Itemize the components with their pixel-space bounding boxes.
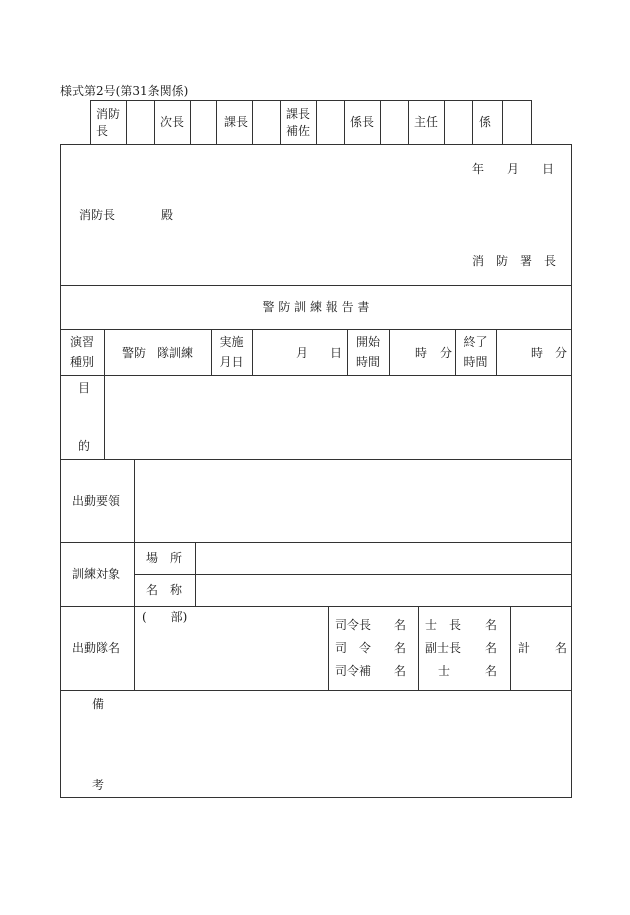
rank-senior-firefighter-unit: 名 bbox=[485, 618, 498, 632]
approval-cell-section-chief: 課長 bbox=[224, 115, 249, 129]
drill-kind-value-left: 警防 bbox=[122, 346, 147, 360]
end-minute-unit: 分 bbox=[555, 346, 568, 360]
approval-cell-staff: 係 bbox=[479, 115, 492, 129]
name-label: 名 称 bbox=[146, 583, 183, 597]
rank-deputy-senior-firefighter-unit: 名 bbox=[485, 641, 498, 655]
rank-chief-commander: 司令長 bbox=[335, 618, 372, 632]
end-hour-unit: 時 bbox=[531, 346, 544, 360]
date-year: 年 bbox=[472, 162, 485, 176]
department-field: ( 部) bbox=[142, 610, 188, 624]
total-unit: 名 bbox=[555, 641, 568, 655]
remarks-label-bottom: 考 bbox=[92, 778, 105, 792]
date-day: 日 bbox=[542, 162, 555, 176]
date-label: 実施 月日 bbox=[219, 335, 244, 369]
form-frame bbox=[60, 144, 572, 798]
addressee: 消防長 bbox=[79, 208, 116, 222]
rank-deputy-senior-firefighter: 副士長 bbox=[425, 641, 462, 655]
total-label: 計 bbox=[518, 641, 531, 655]
approval-cell-chief: 消防 長 bbox=[96, 107, 121, 138]
remarks-label-top: 備 bbox=[92, 697, 105, 711]
rank-chief-commander-unit: 名 bbox=[394, 618, 407, 632]
dispatch-procedure-label: 出動要領 bbox=[72, 494, 121, 508]
start-minute-unit: 分 bbox=[440, 346, 453, 360]
approval-row bbox=[90, 100, 532, 144]
place-label: 場 所 bbox=[146, 551, 183, 565]
rank-senior-firefighter: 士 長 bbox=[425, 618, 462, 632]
approval-cell-supervisor: 主任 bbox=[414, 115, 439, 129]
rank-firefighter: 士 bbox=[438, 664, 451, 678]
start-hour-unit: 時 bbox=[415, 346, 428, 360]
training-target-label: 訓練対象 bbox=[72, 567, 121, 581]
purpose-label-bottom: 的 bbox=[78, 439, 91, 453]
honorific: 殿 bbox=[161, 208, 174, 222]
purpose-label-top: 目 bbox=[78, 381, 91, 395]
dispatch-units-label: 出動隊名 bbox=[72, 641, 121, 655]
date-month-unit: 月 bbox=[296, 346, 309, 360]
drill-kind-label: 演習 種別 bbox=[69, 335, 94, 369]
rank-firefighter-unit: 名 bbox=[485, 664, 498, 678]
sender: 消 防 署 長 bbox=[472, 254, 557, 268]
rank-sub-commander: 司令補 bbox=[335, 664, 372, 678]
approval-cell-deputy: 次長 bbox=[160, 115, 185, 129]
rank-commander: 司 令 bbox=[335, 641, 372, 655]
rank-commander-unit: 名 bbox=[394, 641, 407, 655]
date-month: 月 bbox=[507, 162, 520, 176]
drill-kind-value-right: 隊訓練 bbox=[157, 346, 194, 360]
approval-cell-subsection: 係長 bbox=[350, 115, 375, 129]
start-time-label: 開始 時間 bbox=[355, 335, 380, 369]
end-time-label: 終了 時間 bbox=[463, 335, 488, 369]
form-title: 警 防 訓 練 報 告 書 bbox=[262, 300, 370, 314]
rank-sub-commander-unit: 名 bbox=[394, 664, 407, 678]
form-number: 様式第2号(第31条関係) bbox=[60, 84, 189, 98]
date-day-unit: 日 bbox=[330, 346, 343, 360]
approval-cell-assistant: 課長 補佐 bbox=[286, 107, 311, 138]
